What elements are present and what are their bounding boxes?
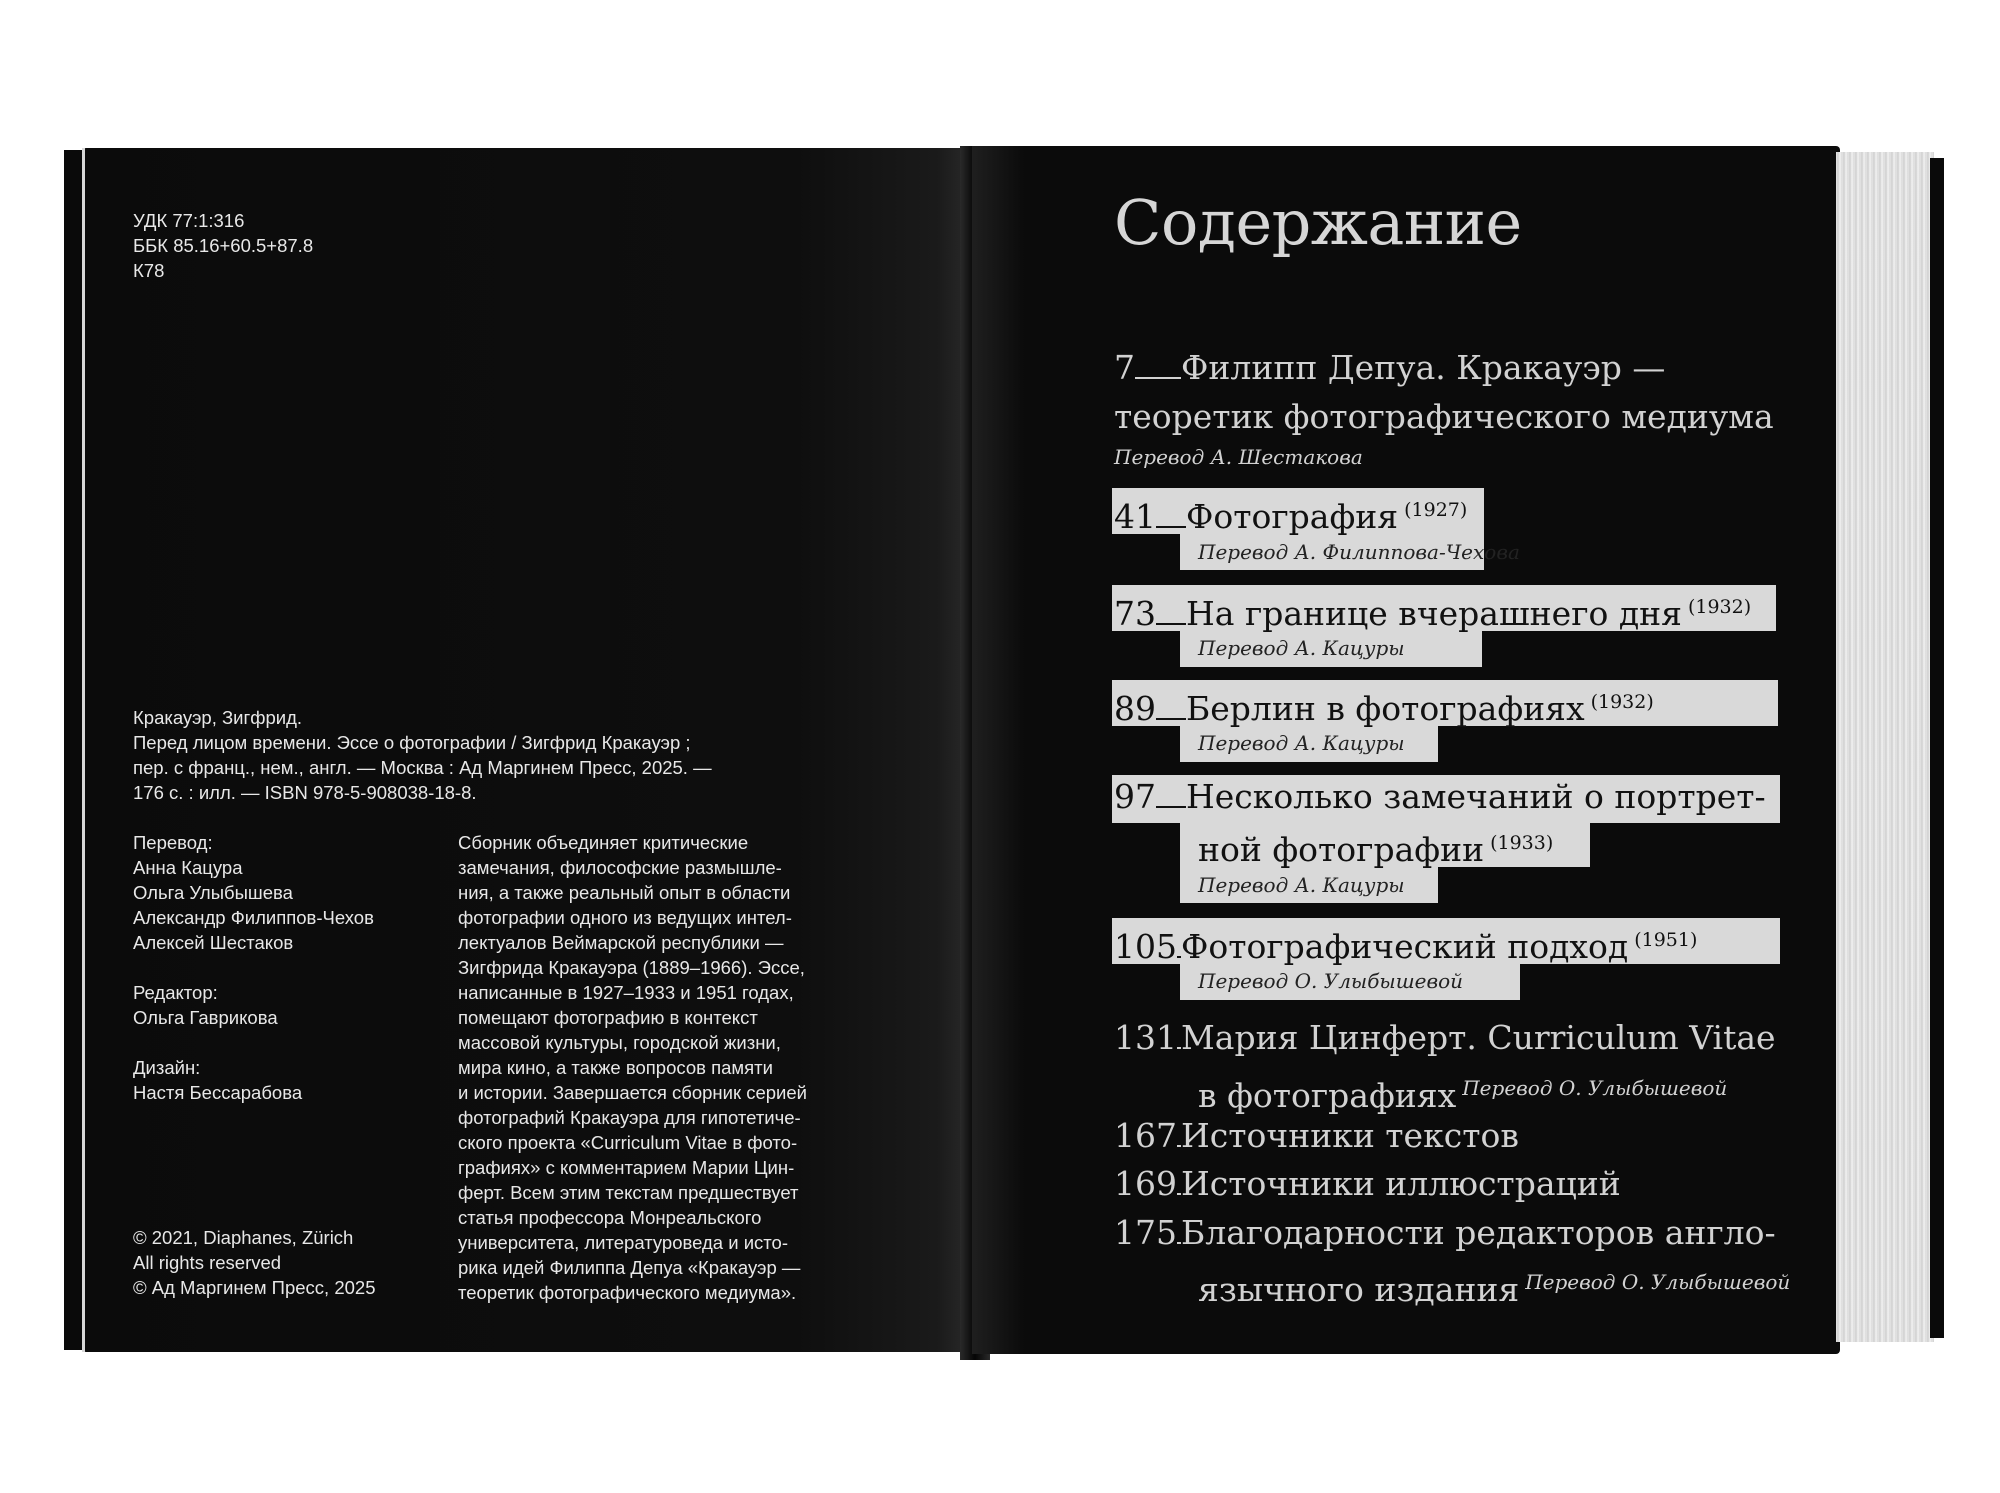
annotation-line: теоретик фотографического медиума». <box>458 1282 797 1303</box>
toc-title-line: в фотографиях <box>1198 1076 1457 1115</box>
translator-name: Алексей Шестаков <box>133 932 294 953</box>
annotation-line: и истории. Завершается сборник серией <box>458 1082 807 1103</box>
copyright-block <box>133 1225 376 1300</box>
toc-title-line: Фотографический подход <box>1181 927 1629 966</box>
annotation-line: лектуалов Веймарской республики — <box>458 932 784 953</box>
left-cover-edge <box>64 150 84 1350</box>
bbk-code: ББК 85.16+60.5+87.8 <box>133 235 314 256</box>
annotation-line: массовой культуры, городской жизни, <box>458 1032 781 1053</box>
toc-year: (1932) <box>1590 691 1654 713</box>
toc-entry-title <box>1114 920 1697 967</box>
toc-translator: Перевод А. Кацуры <box>1198 636 1405 660</box>
toc-page-number: 7 <box>1114 348 1135 387</box>
toc-entry-title <box>1114 1213 1776 1253</box>
editor-name: Ольга Гаврикова <box>133 1007 278 1028</box>
translator-name: Александр Филиппов-Чехов <box>133 907 374 928</box>
designer-name: Настя Бессарабова <box>133 1082 303 1103</box>
annotation-line: статья профессора Монреальского <box>458 1207 762 1228</box>
toc-title-line: теоретик фотографического медиума <box>1114 397 1774 436</box>
toc-year: (1951) <box>1634 929 1698 951</box>
toc-translator: Перевод А. Кацуры <box>1198 731 1405 755</box>
toc-translator: Перевод А. Кацуры <box>1198 873 1405 897</box>
udk-code: УДК 77:1:316 <box>133 210 245 231</box>
toc-translator: Перевод А. Шестакова <box>1114 445 1363 469</box>
author-mark: К78 <box>133 260 165 281</box>
toc-entry-title-cont <box>1198 1262 1790 1310</box>
toc-entry-title <box>1114 1018 1776 1058</box>
annotation-line: ского проекта «Curriculum Vitae в фото- <box>458 1132 798 1153</box>
toc-page-number: 167 <box>1114 1116 1177 1155</box>
toc-title-line: Берлин в фотографиях <box>1186 689 1585 728</box>
toc-title-line: Источники текстов <box>1181 1116 1519 1155</box>
toc-title-line: язычного издания <box>1198 1270 1520 1309</box>
toc-title-line: ной фотографии <box>1198 830 1485 869</box>
toc-translator: Перевод О. Улыбышевой <box>1198 969 1464 993</box>
translation-label: Перевод: <box>133 832 213 853</box>
toc-entry-title <box>1114 348 1665 388</box>
annotation-line: Сборник объединяет критические <box>458 832 749 853</box>
annotation-line: университета, литературоведа и исто- <box>458 1232 789 1253</box>
translator-name: Анна Кацура <box>133 857 243 878</box>
annotation-line: фотографии одного из ведущих интел- <box>458 907 792 928</box>
page-edges <box>1836 152 1934 1342</box>
toc-translator: Перевод А. Филиппова-Чехова <box>1198 540 1520 564</box>
toc-page-number: 169 <box>1114 1164 1177 1203</box>
toc-entry-title <box>1114 1116 1519 1156</box>
annotation-line: мира кино, а также вопросов памяти <box>458 1057 773 1078</box>
editor-label: Редактор: <box>133 982 218 1003</box>
toc-title-line: Несколько замечаний о портрет- <box>1186 777 1766 816</box>
toc-title-line: Мария Цинферт. Curriculum Vitae <box>1181 1018 1776 1057</box>
annotation-line: замечания, философские размышле- <box>458 857 782 878</box>
toc-title-line: Фотография <box>1186 497 1399 536</box>
toc-entry-title-cont <box>1114 397 1774 437</box>
toc-page-number: 175 <box>1114 1213 1177 1252</box>
toc-entry-title <box>1114 490 1467 537</box>
design-label: Дизайн: <box>133 1057 201 1078</box>
annotation-line: графиях» с комментарием Марии Цин- <box>458 1157 795 1178</box>
bibliographic-record <box>133 705 712 805</box>
toc-title: Содержание <box>1114 186 1522 259</box>
annotation <box>458 830 807 1305</box>
toc-year: (1932) <box>1687 596 1752 618</box>
toc-entry-title <box>1114 1164 1621 1204</box>
biblio-line: Кракауэр, Зигфрид. <box>133 707 303 728</box>
toc-page-number: 89 <box>1114 689 1156 728</box>
toc-page-number: 73 <box>1114 594 1156 633</box>
annotation-line: рика идей Филиппа Депуа «Кракауэр — <box>458 1257 801 1278</box>
toc-page-number: 97 <box>1114 777 1156 816</box>
copyright-line: © 2021, Diaphanes, Zürich <box>133 1227 354 1248</box>
annotation-line: Зигфрида Кракауэра (1889–1966). Эссе, <box>458 957 805 978</box>
toc-translator: Перевод О. Улыбышевой <box>1462 1076 1728 1100</box>
copyright-line: © Ад Маргинем Пресс, 2025 <box>133 1277 376 1298</box>
toc-page-number: 41 <box>1114 497 1156 536</box>
toc-entry-title-cont <box>1198 823 1553 870</box>
annotation-line: фотографий Кракауэра для гипотетиче- <box>458 1107 801 1128</box>
toc-year: (1927) <box>1404 499 1468 521</box>
toc-entry-title <box>1114 777 1766 817</box>
biblio-line: 176 с. : илл. — ISBN 978-5-908038-18-8. <box>133 782 477 803</box>
annotation-line: написанные в 1927–1933 и 1951 годах, <box>458 982 794 1003</box>
toc-title-line: Благодарности редакторов англо- <box>1181 1213 1776 1252</box>
copyright-line: All rights reserved <box>133 1252 282 1273</box>
toc-entry-title <box>1114 682 1654 729</box>
toc-title-line: Источники иллюстраций <box>1181 1164 1621 1203</box>
toc-entry-title-cont <box>1198 1068 1727 1116</box>
annotation-line: ния, а также реальный опыт в области <box>458 882 791 903</box>
toc-year: (1933) <box>1490 832 1554 854</box>
toc-translator: Перевод О. Улыбышевой <box>1525 1270 1791 1294</box>
toc-title-line: Филипп Депуа. Кракауэр — <box>1181 348 1666 387</box>
credits <box>133 830 374 1105</box>
biblio-line: пер. с франц., нем., англ. — Москва : Ад Маргинем Пресс, 2025. — <box>133 757 712 778</box>
toc-title-line: На границе вчерашнего дня <box>1186 594 1682 633</box>
toc-entry-title <box>1114 587 1751 634</box>
toc-page-number: 131 <box>1114 1018 1177 1057</box>
classification-codes <box>133 208 313 283</box>
translator-name: Ольга Улыбышева <box>133 882 293 903</box>
annotation-line: помещают фотографию в контекст <box>458 1007 758 1028</box>
right-cover-edge <box>1930 158 1944 1338</box>
annotation-line: ферт. Всем этим текстам предшествует <box>458 1182 799 1203</box>
biblio-line: Перед лицом времени. Эссе о фотографии / Зигфрид Кракауэр ; <box>133 732 691 753</box>
toc-page-number: 105 <box>1114 927 1177 966</box>
